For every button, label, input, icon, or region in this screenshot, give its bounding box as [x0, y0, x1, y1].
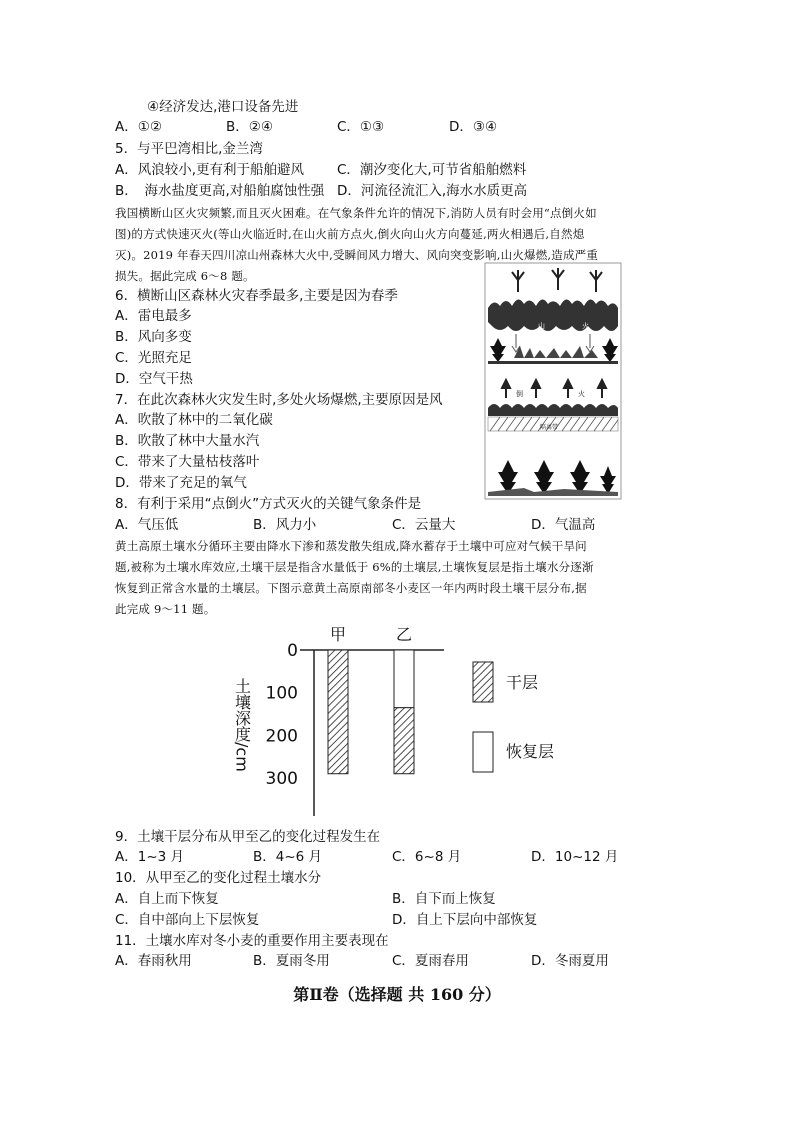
category-label: 甲	[329, 625, 347, 644]
fire-label-huo-top: 火	[582, 322, 589, 330]
passage1-line4: 损失。据此完成 6～8 题。	[115, 269, 255, 283]
dry-layer-bar	[328, 650, 348, 774]
q6-option-b: B．风向多变	[115, 329, 192, 345]
y-tick-label: 0	[287, 641, 298, 661]
passage1-line2: 图)的方式快速灭火(等山火临近时,在山火前方点火,倒火向山火方向蔓延,两火相遇后,自然熄	[115, 227, 585, 241]
q6-stem: 6．横断山区森林火灾春季最多,主要是因为春季	[115, 288, 398, 304]
q4-option-c: C．①③	[337, 119, 385, 135]
dry-layer-bar	[394, 708, 414, 774]
legend-label-dry: 干层	[506, 673, 539, 692]
legend-swatch-dry	[473, 662, 493, 702]
passage2-line1: 黄土高原土壤水分循环主要由降水下渗和蒸发散失组成,降水蓄存于土壤中可应对气候干旱问	[115, 539, 587, 553]
q7-option-b: B．吹散了林中大量水汽	[115, 433, 260, 449]
q10-option-a: A．自上而下恢复	[115, 891, 219, 907]
q8-option-c: C．云量大	[392, 517, 456, 533]
soil-dry-layer-chart	[230, 620, 590, 820]
y-tick-label: 300	[265, 769, 298, 789]
q7-option-c: C．带来了大量枯枝落叶	[115, 454, 260, 470]
fire-label-huo-bottom: 火	[578, 390, 585, 398]
q9-option-c: C．6~8 月	[392, 849, 462, 865]
legend-swatch-recovery	[473, 732, 493, 772]
q5-option-a: A．风浪较小,更有利于船舶避风	[115, 162, 305, 178]
q4-option-d: D．③④	[449, 119, 498, 135]
recovery-layer-bar	[394, 650, 414, 708]
q5-option-c: C．潮汐变化大,可节省船舶燃料	[337, 162, 527, 178]
q8-option-b: B．风力小	[253, 517, 317, 533]
q4-item4: ④经济发达,港口设备先进	[147, 99, 299, 115]
q9-option-d: D．10~12 月	[531, 849, 619, 865]
q8-stem: 8．有利于采用“点倒火”方式灭火的关键气象条件是	[115, 496, 422, 512]
q9-option-b: B．4~6 月	[253, 849, 323, 865]
passage2-line2: 题,被称为土壤水库效应,土壤干层是指含水量低于 6%的土壤层,土壤恢复层是指土壤水分逐渐	[115, 560, 594, 574]
q8-option-d: D．气温高	[531, 517, 596, 533]
q11-option-b: B．夏雨冬用	[253, 953, 330, 969]
q7-option-d: D．带来了充足的氧气	[115, 475, 247, 491]
q5-option-d: D．河流径流汇入,海水水质更高	[337, 183, 528, 199]
legend-label-recovery: 恢复层	[506, 742, 555, 761]
y-tick-label: 100	[265, 683, 298, 704]
firebreak-label: 隔离带	[540, 424, 559, 431]
q8-option-a: A．气压低	[115, 517, 179, 533]
q11-option-d: D．冬雨夏用	[531, 953, 609, 969]
q11-stem: 11．土壤水库对冬小麦的重要作用主要表现在	[115, 933, 389, 949]
backfire-band	[488, 404, 618, 416]
y-tick-label: 200	[265, 726, 298, 747]
fire-label-shan: 山	[538, 322, 545, 330]
q11-option-a: A．春雨秋用	[115, 953, 192, 969]
q11-option-c: C．夏雨春用	[392, 953, 469, 969]
wildfire-band	[488, 299, 618, 331]
fire-label-dao: 倒	[516, 390, 523, 398]
q9-stem: 9．土壤干层分布从甲至乙的变化过程发生在	[115, 829, 381, 845]
q6-option-c: C．光照充足	[115, 350, 192, 366]
backfire-diagram	[484, 262, 622, 500]
q5-stem: 5．与平巴湾相比,金兰湾	[115, 141, 263, 157]
svg-text:土壤深度/cm: 土壤深度/cm	[232, 678, 252, 772]
q6-option-a: A．雷电最多	[115, 308, 192, 324]
q6-option-d: D．空气干热	[115, 371, 193, 387]
q4-option-b: B．②④	[226, 119, 273, 135]
q10-option-c: C．自中部向上下层恢复	[115, 912, 260, 928]
passage2-line3: 恢复到正常含水量的土壤层。下图示意黄土高原南部冬小麦区一年内两时段土壤干层分布,据	[115, 581, 587, 595]
q10-stem: 10．从甲至乙的变化过程土壤水分	[115, 870, 322, 886]
category-label: 乙	[395, 625, 413, 644]
q9-option-a: A．1~3 月	[115, 849, 185, 865]
section-2-title: 第Ⅱ卷（选择题 共 160 分）	[293, 985, 501, 1004]
y-axis-label	[233, 678, 252, 772]
passage2-line4: 此完成 9～11 题。	[115, 602, 216, 616]
q4-option-a: A．①②	[115, 119, 162, 135]
q10-option-d: D．自上下层向中部恢复	[392, 912, 538, 928]
q7-stem: 7．在此次森林火灾发生时,多处火场爆燃,主要原因是风	[115, 392, 443, 408]
q10-option-b: B．自下而上恢复	[392, 891, 496, 907]
passage1-line3: 灭)。2019 年春天四川凉山州森林大火中,受瞬间风力增大、风向突变影响,山火爆燃,造成严重	[115, 248, 599, 262]
passage1-line1: 我国横断山区火灾频繁,而且灭火困难。在气象条件允许的情况下,消防人员有时会用“点倒火如	[115, 206, 597, 220]
q7-option-a: A．吹散了林中的二氧化碳	[115, 412, 273, 428]
q5-option-b: B． 海水盐度更高,对船舶腐蚀性强	[115, 183, 325, 199]
